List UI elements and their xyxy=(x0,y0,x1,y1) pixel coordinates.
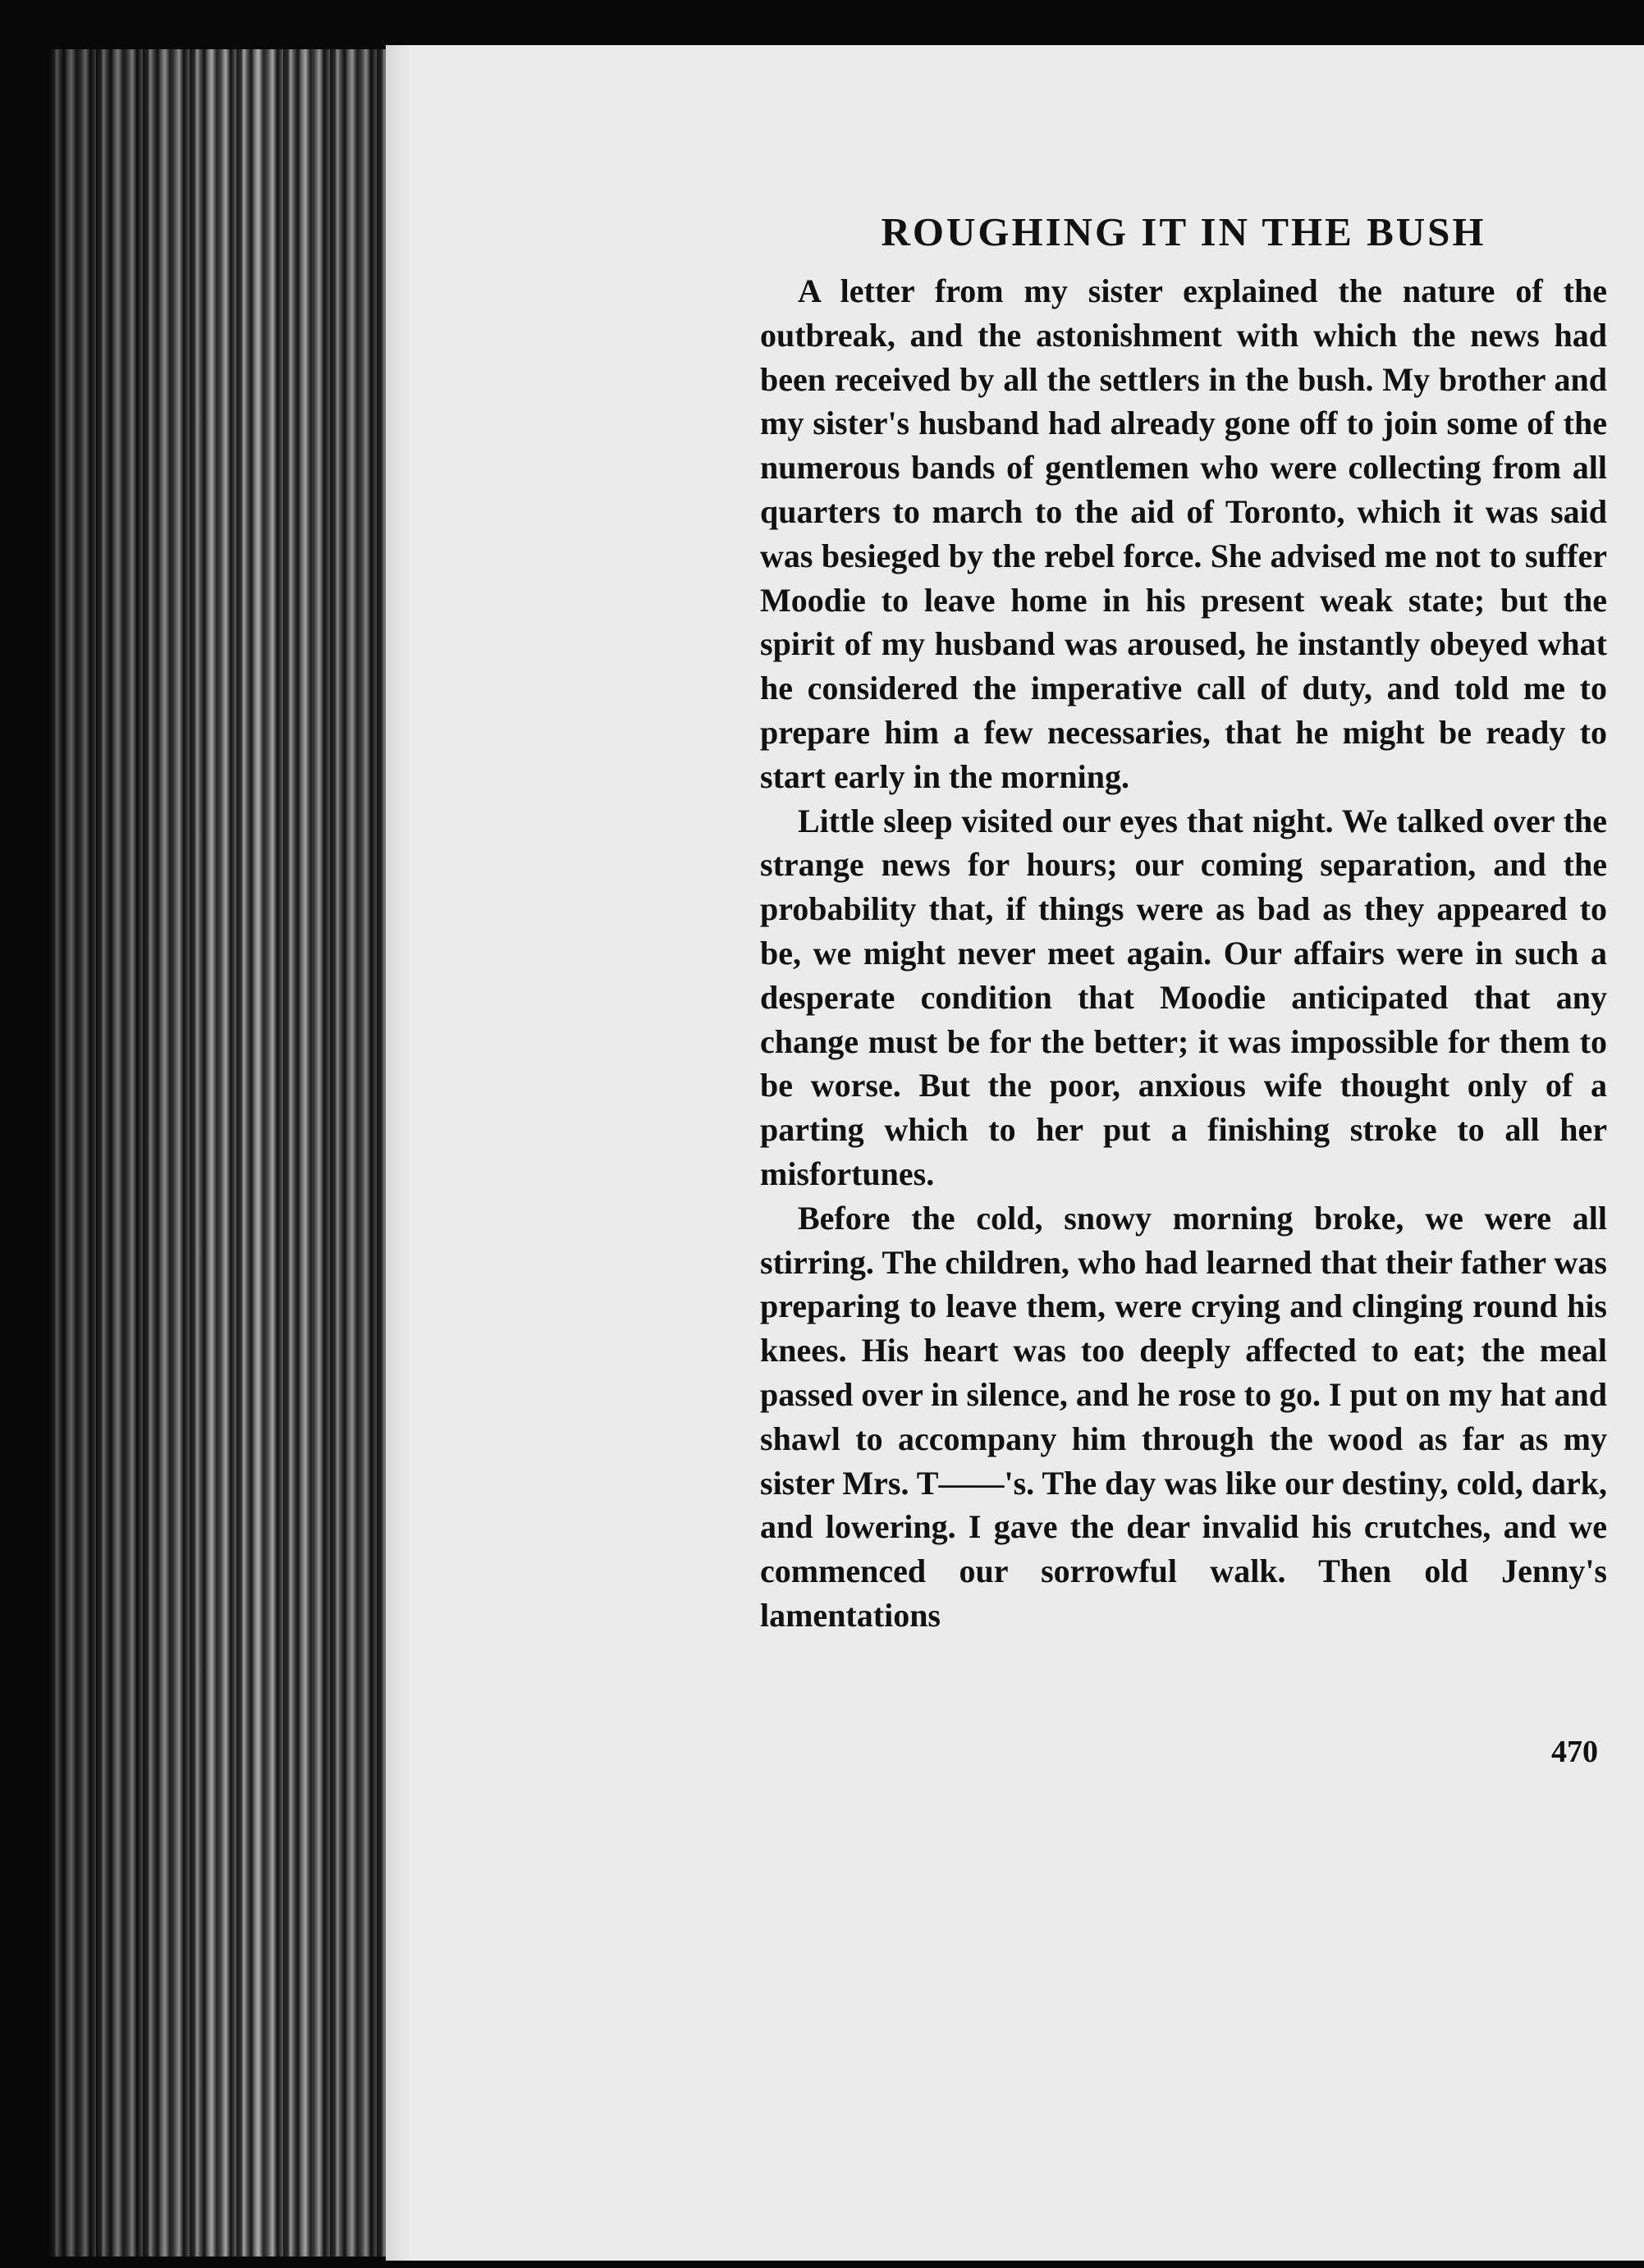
running-head: ROUGHING IT IN THE BUSH xyxy=(881,209,1486,254)
page-edges-shadow xyxy=(49,49,410,2257)
paragraph-1: A letter from my sister explained the nature of the outbreak, and the astonishment with which the news had been received by all the settlers in the bush. My brother and my sister's husband had already gone off to join some of the numerous bands of gentlemen who were collecting from all quarters to march to the aid of Toronto, which it was said was besieged by the rebel force. She advised me not to suffer Moodie to leave home in his present weak state; but the spirit of my husband was aroused, he instantly obeyed what he considered the imperative call of duty, and told me to prepare him a few necessaries, that he might be ready to start early in the morning. xyxy=(760,272,1607,795)
paragraph-2: Little sleep visited our eyes that night. We talked over the strange news for hours; our coming separation, and the probability that, if things were as bad as they appeared to be, we might never meet again. Our affairs were in such a desperate condition that Moodie anticipated that any change must be for the better; it was impossible for them to be worse. But the poor, anxious wife thought only of a parting which to her put a finishing stroke to all her misfortunes. xyxy=(760,802,1607,1192)
page-number: 470 xyxy=(1551,1735,1598,1769)
paragraph-3: Before the cold, snowy morning broke, we were all stirring. The children, who had learned that their father was preparing to leave them, were crying and clinging round his knees. His heart was too deeply affected to eat; the meal passed over in silence, and he rose to go. I put on my hat and shawl to accompany him through the wood as far as my sister Mrs. T——'s. The day was like our destiny, cold, dark, and lowering. I gave the dear invalid his crutches, and we commenced our sorrowful walk. Then old Jenny's lamentations xyxy=(760,1199,1607,1634)
page-text-block xyxy=(760,205,1607,1638)
book-page xyxy=(410,45,1644,2261)
